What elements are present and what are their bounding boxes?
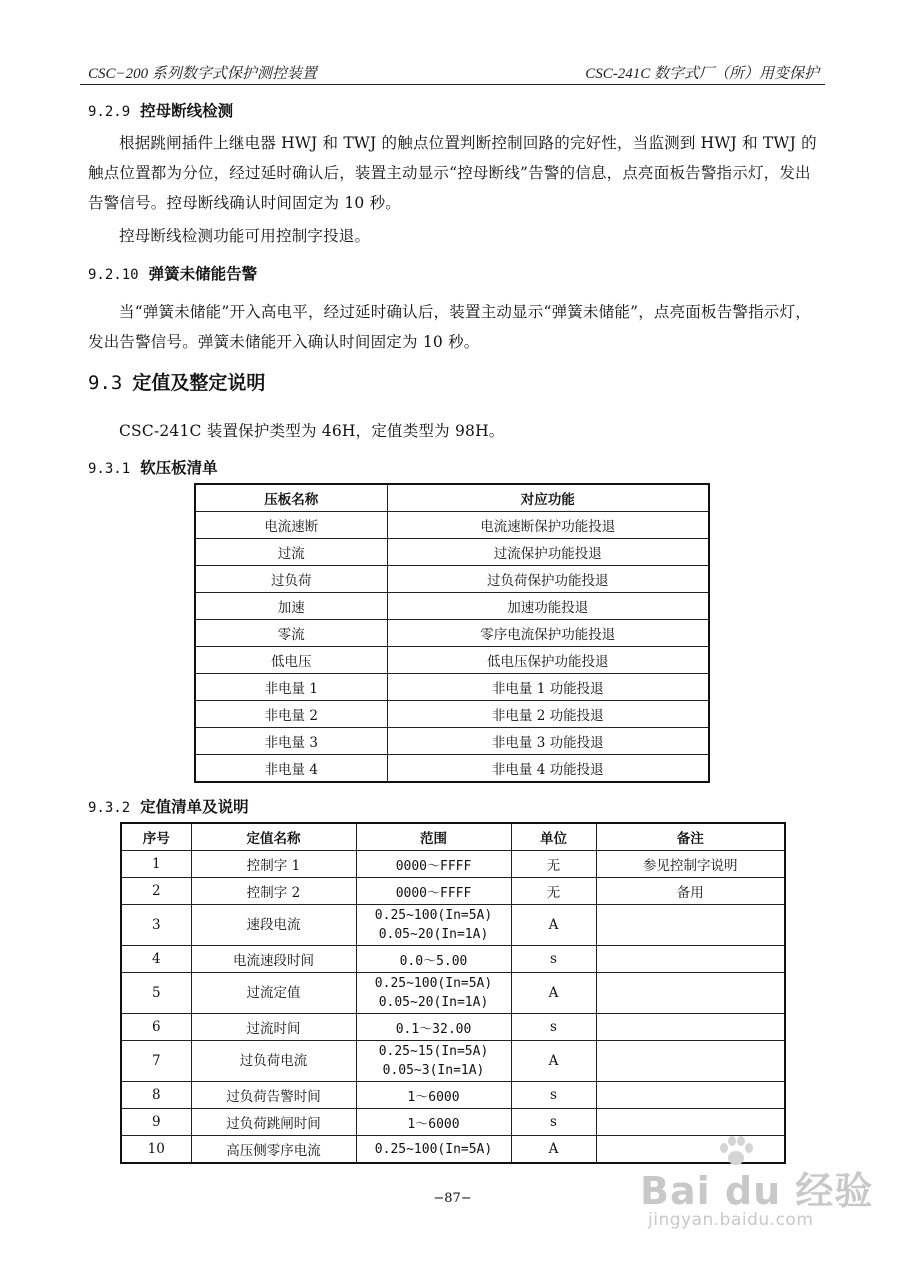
- plate-function: 非电量 4 功能投退: [387, 755, 709, 783]
- heading-9-2-10: [88, 262, 257, 284]
- table-row: [195, 674, 709, 701]
- table-row: [195, 620, 709, 647]
- setting-unit: s: [511, 1082, 596, 1109]
- range-line-5a: 0.25~100(In=5A): [374, 908, 493, 923]
- heading-9-3-1: [88, 456, 218, 478]
- watermark-logo: Bai du 经验: [640, 1169, 874, 1213]
- row-no: 1: [121, 851, 191, 878]
- setting-range: [356, 1041, 511, 1082]
- setting-unit: s: [511, 1014, 596, 1041]
- setting-range: 1～6000: [356, 1109, 511, 1136]
- col-header-plate-name: 压板名称: [195, 484, 387, 512]
- table-row: [195, 512, 709, 539]
- row-no: 8: [121, 1082, 191, 1109]
- row-no: 6: [121, 1014, 191, 1041]
- watermark-url: jingyan.baidu.com: [648, 1210, 814, 1230]
- setting-name: 过流时间: [191, 1014, 356, 1041]
- table-row: [195, 755, 709, 783]
- range-line-5a: 0.25~100(In=5A): [374, 976, 493, 991]
- setting-note: 参见控制字说明: [596, 851, 785, 878]
- setting-range: [356, 905, 511, 946]
- table-row: [195, 701, 709, 728]
- setting-name: 电流速段时间: [191, 946, 356, 973]
- setting-range: 0.25~100(In=5A): [356, 1136, 511, 1164]
- row-no: 2: [121, 878, 191, 905]
- soft-plate-table: [194, 483, 710, 783]
- table-row: [121, 973, 785, 1014]
- paragraph-9-2-9-2: 控母断线检测功能可用控制字投退。: [119, 227, 371, 245]
- col-header-no: 序号: [121, 823, 191, 851]
- setting-name: 过负荷电流: [191, 1041, 356, 1082]
- setting-range: 0000～FFFF: [356, 851, 511, 878]
- setting-name: 过负荷告警时间: [191, 1082, 356, 1109]
- col-header-unit: 单位: [511, 823, 596, 851]
- setting-name: 过流定值: [191, 973, 356, 1014]
- row-no: 7: [121, 1041, 191, 1082]
- paragraph-9-2-10-1: 当“弹簧未储能”开入高电平，经过延时确认后，装置主动显示“弹簧未储能”，点亮面板告警指示灯，发出告警信号。弹簧未储能开入确认时间固定为 10 秒。: [88, 303, 811, 351]
- paragraph-9-3-1: CSC-241C 装置保护类型为 46H，定值类型为 98H。: [119, 422, 505, 440]
- plate-function: 电流速断保护功能投退: [387, 512, 709, 539]
- plate-function: 非电量 2 功能投退: [387, 701, 709, 728]
- plate-name: 电流速断: [195, 512, 387, 539]
- table-row: [195, 593, 709, 620]
- table-row: [195, 647, 709, 674]
- col-header-range: 范围: [356, 823, 511, 851]
- table-row: [121, 1014, 785, 1041]
- col-header-function: 对应功能: [387, 484, 709, 512]
- page-number: −87−: [433, 1191, 472, 1206]
- section-number: 9.2.10: [88, 267, 139, 283]
- setting-name: 控制字 2: [191, 878, 356, 905]
- plate-name: 低电压: [195, 647, 387, 674]
- heading-9-3: [88, 368, 265, 395]
- row-no: 9: [121, 1109, 191, 1136]
- setting-name: 高压侧零序电流: [191, 1136, 356, 1164]
- setting-unit: s: [511, 946, 596, 973]
- plate-function: 零序电流保护功能投退: [387, 620, 709, 647]
- setting-note: [596, 905, 785, 946]
- plate-name: 过负荷: [195, 566, 387, 593]
- table-row: [121, 946, 785, 973]
- setting-unit: A: [511, 1136, 596, 1164]
- baidu-watermark: [640, 1150, 880, 1250]
- section-title: 定值清单及说明: [140, 798, 249, 816]
- setting-range: [356, 973, 511, 1014]
- plate-name: 非电量 1: [195, 674, 387, 701]
- section-title: 弹簧未储能告警: [148, 265, 258, 283]
- plate-name: 非电量 3: [195, 728, 387, 755]
- setting-name: 控制字 1: [191, 851, 356, 878]
- setting-range: 0.0～5.00: [356, 946, 511, 973]
- section-number: 9.3.2: [88, 800, 131, 816]
- table-row: [121, 1109, 785, 1136]
- setting-note: [596, 1109, 785, 1136]
- setting-range: 1～6000: [356, 1082, 511, 1109]
- section-title: 软压板清单: [140, 459, 218, 477]
- setting-note: 备用: [596, 878, 785, 905]
- setting-note: [596, 1041, 785, 1082]
- plate-function: 低电压保护功能投退: [387, 647, 709, 674]
- page-header: [80, 62, 825, 85]
- setting-range: 0000～FFFF: [356, 878, 511, 905]
- range-line-1a: 0.05~20(In=1A): [378, 927, 489, 942]
- table-row: [121, 851, 785, 878]
- setting-unit: 无: [511, 851, 596, 878]
- plate-name: 非电量 2: [195, 701, 387, 728]
- row-no: 4: [121, 946, 191, 973]
- plate-name: 非电量 4: [195, 755, 387, 783]
- setting-unit: s: [511, 1109, 596, 1136]
- table-row: [121, 1082, 785, 1109]
- section-title: 定值及整定说明: [132, 372, 266, 394]
- plate-function: 非电量 1 功能投退: [387, 674, 709, 701]
- setting-note: [596, 1014, 785, 1041]
- section-number: 9.2.9: [88, 104, 131, 120]
- section-number: 9.3: [88, 372, 123, 394]
- setting-unit: A: [511, 1041, 596, 1082]
- table-row: [121, 905, 785, 946]
- plate-function: 过流保护功能投退: [387, 539, 709, 566]
- paragraph-9-2-9-1: 根据跳闸插件上继电器 HWJ 和 TWJ 的触点位置判断控制回路的完好性，当监测到 HWJ 和 TWJ 的触点位置都为分位，经过延时确认后，装置主动显示“控母断线”告警的信息，点亮面板告警指示灯，发出告警信号。控母断线确认时间固定为 10 秒。: [88, 134, 817, 212]
- setting-note: [596, 1082, 785, 1109]
- col-header-name: 定值名称: [191, 823, 356, 851]
- setting-unit: A: [511, 905, 596, 946]
- row-no: 5: [121, 973, 191, 1014]
- row-no: 3: [121, 905, 191, 946]
- setting-note: [596, 973, 785, 1014]
- header-left-title: CSC−200 系列数字式保护测控装置: [88, 66, 317, 82]
- plate-function: 非电量 3 功能投退: [387, 728, 709, 755]
- header-right-title: CSC-241C 数字式厂（所）用变保护: [585, 66, 819, 82]
- plate-function: 加速功能投退: [387, 593, 709, 620]
- setting-unit: A: [511, 973, 596, 1014]
- setting-note: [596, 946, 785, 973]
- row-no: 10: [121, 1136, 191, 1164]
- section-number: 9.3.1: [88, 461, 131, 477]
- table-header-row: [195, 484, 709, 512]
- plate-name: 过流: [195, 539, 387, 566]
- table-header-row: [121, 823, 785, 851]
- table-row: [121, 1041, 785, 1082]
- section-title: 控母断线检测: [140, 102, 234, 120]
- col-header-note: 备注: [596, 823, 785, 851]
- plate-name: 加速: [195, 593, 387, 620]
- setting-name: 过负荷跳闸时间: [191, 1109, 356, 1136]
- setting-unit: 无: [511, 878, 596, 905]
- setting-name: 速段电流: [191, 905, 356, 946]
- table-row: [195, 566, 709, 593]
- range-line-1a: 0.05~20(In=1A): [378, 995, 489, 1010]
- range-line-5a: 0.25~15(In=5A): [378, 1044, 489, 1059]
- table-row: [195, 728, 709, 755]
- heading-9-2-9: [88, 99, 233, 121]
- plate-name: 零流: [195, 620, 387, 647]
- heading-9-3-2: [88, 795, 249, 817]
- table-row: [121, 878, 785, 905]
- range-line-1a: 0.05~3(In=1A): [382, 1063, 485, 1078]
- table-row: [195, 539, 709, 566]
- setting-value-table: [120, 822, 786, 1164]
- plate-function: 过负荷保护功能投退: [387, 566, 709, 593]
- setting-range: 0.1～32.00: [356, 1014, 511, 1041]
